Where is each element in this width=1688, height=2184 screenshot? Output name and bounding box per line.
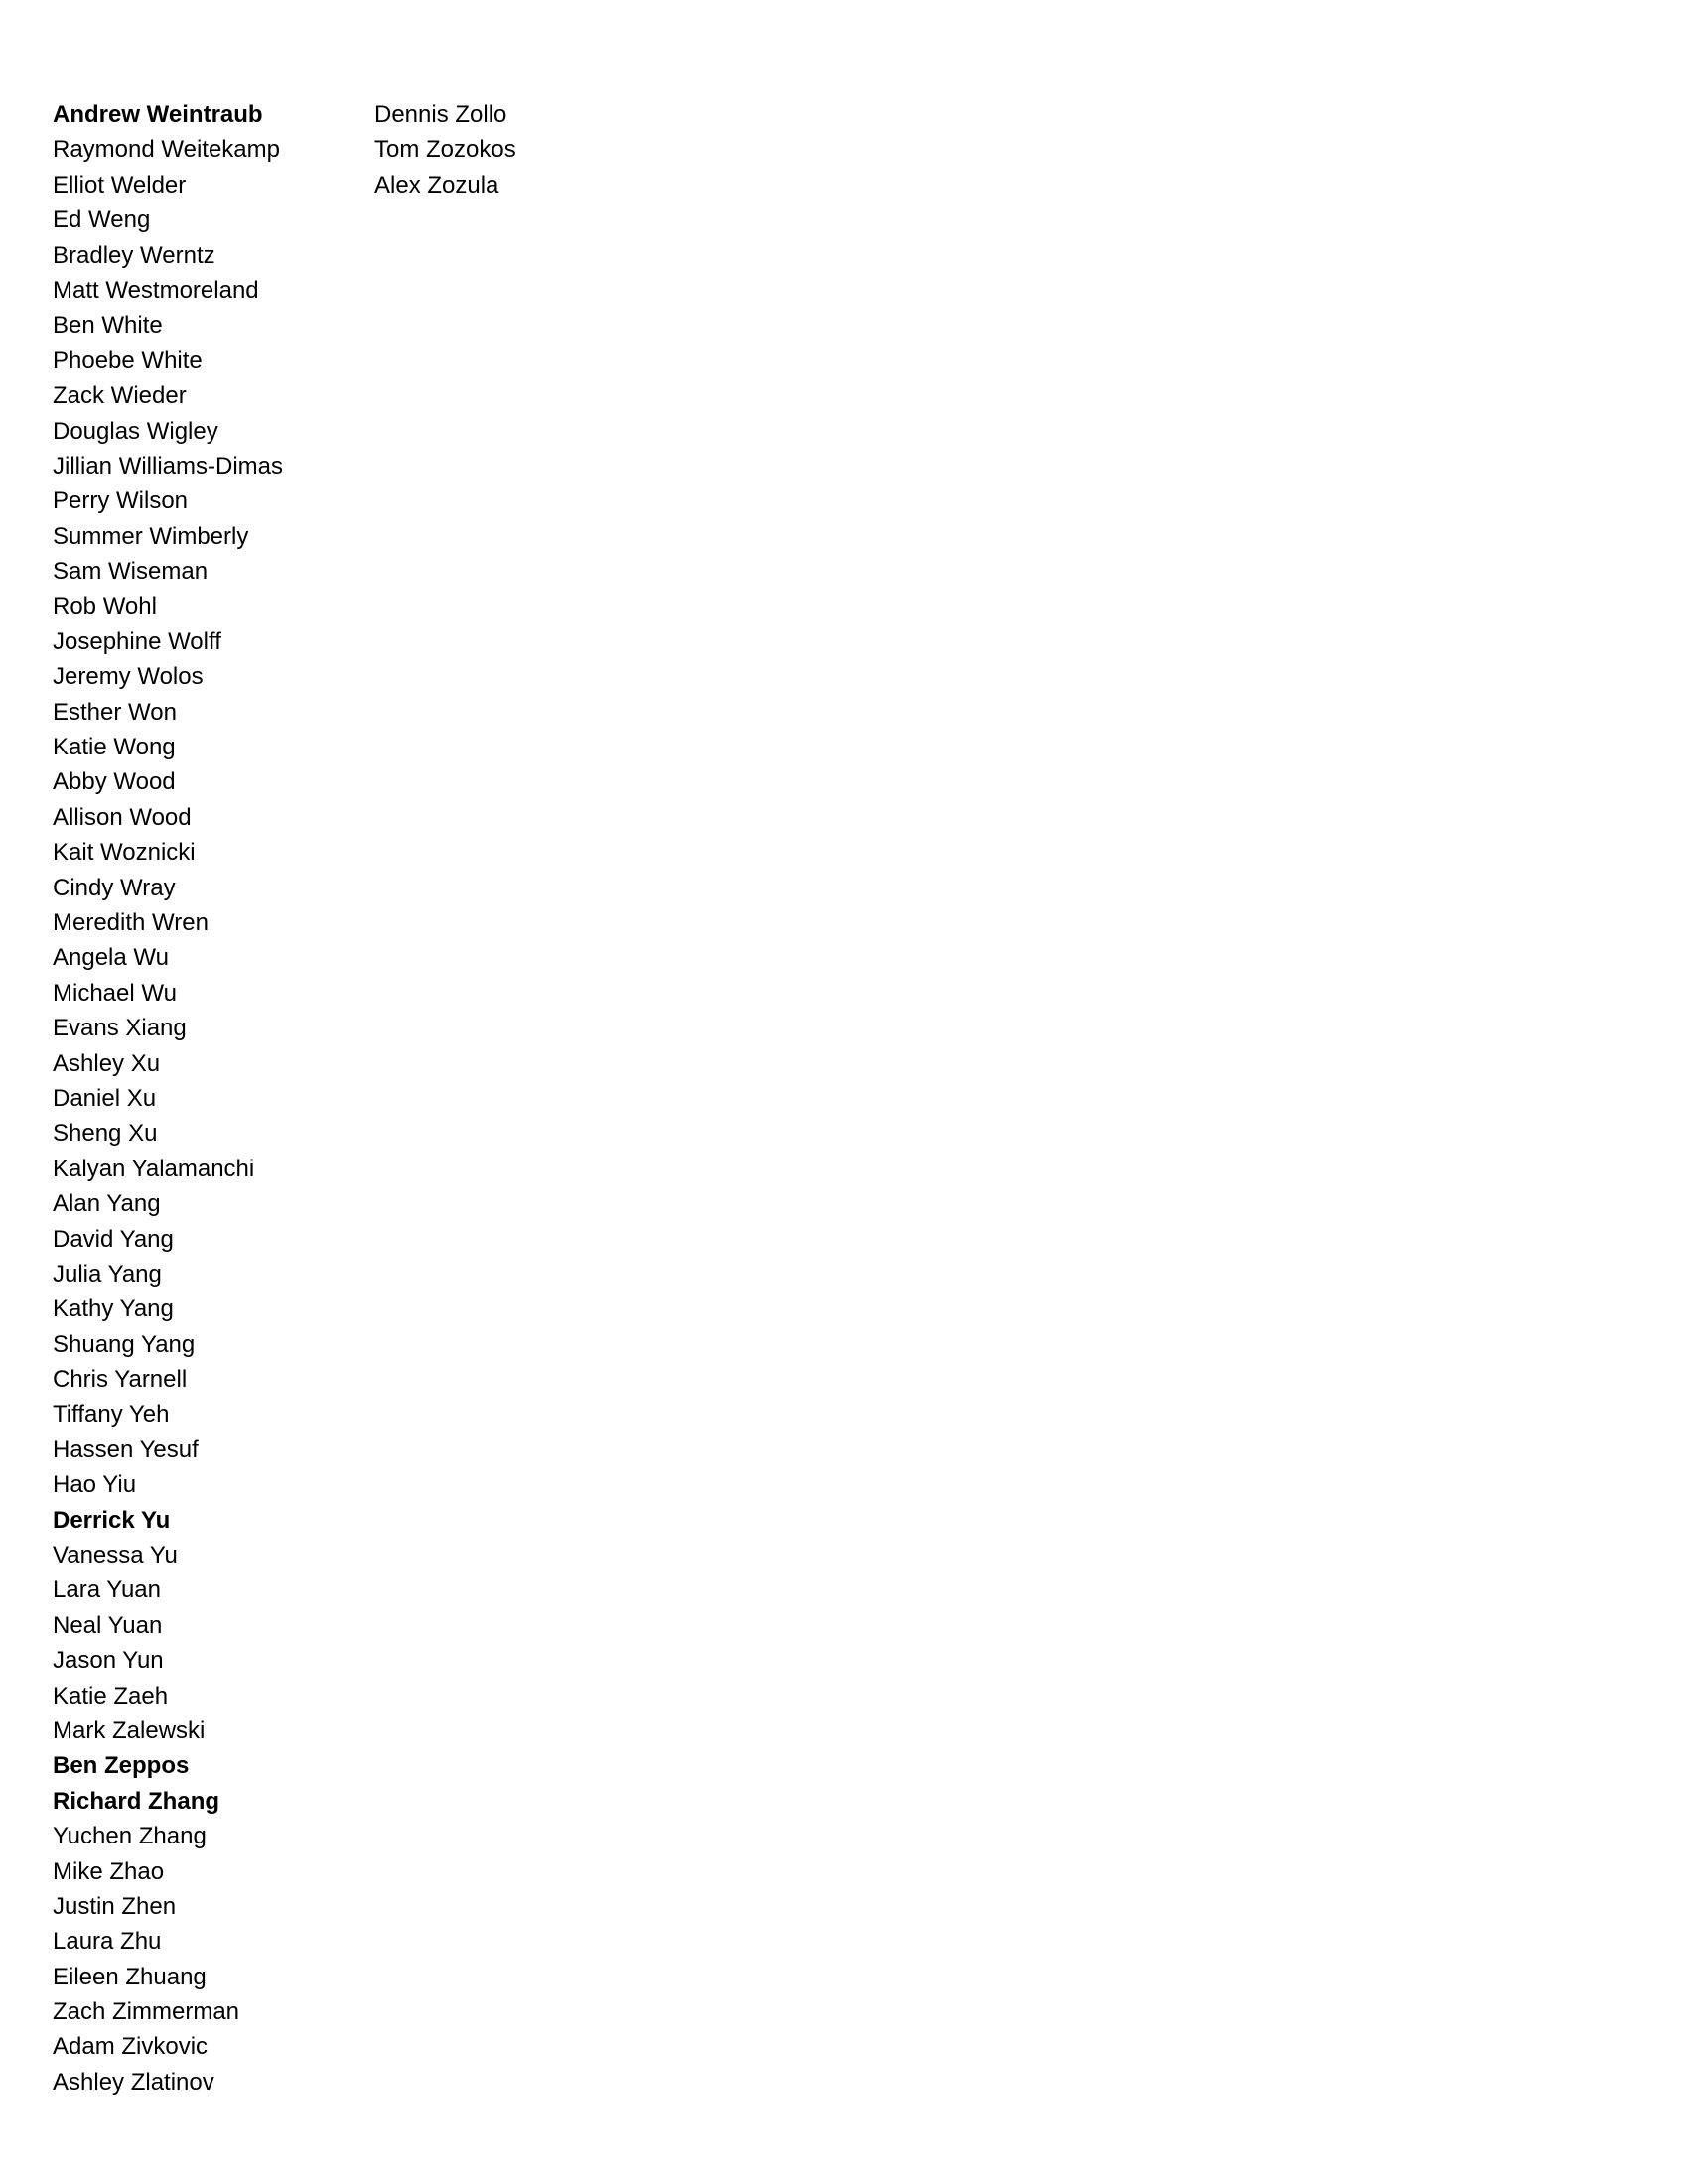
name-entry: Derrick Yu [53, 1506, 171, 1534]
name-entry: Elliot Welder [53, 171, 187, 199]
name-entry: Katie Wong [53, 734, 176, 761]
name-entry: Shuang Yang [53, 1330, 196, 1358]
name-entry: Michael Wu [53, 979, 177, 1007]
name-entry: Josephine Wolff [53, 627, 221, 655]
name-entry: Yuchen Zhang [53, 1823, 207, 1850]
name-entry: Richard Zhang [53, 1787, 220, 1815]
name-entry: Zack Wieder [53, 382, 187, 410]
name-entry: Angela Wu [53, 944, 169, 972]
name-entry: Laura Zhu [53, 1928, 162, 1956]
name-entry: Tiffany Yeh [53, 1401, 170, 1429]
name-entry: Douglas Wigley [53, 417, 218, 445]
name-entry: Eileen Zhuang [53, 1963, 207, 1990]
name-entry: Bradley Werntz [53, 241, 215, 269]
name-entry: Cindy Wray [53, 874, 176, 901]
name-entry: Esther Won [53, 698, 177, 726]
name-column-2 [374, 97, 516, 203]
name-entry: Justin Zhen [53, 1892, 177, 1920]
name-entry: Raymond Weitekamp [53, 136, 280, 164]
name-entry: Mark Zalewski [53, 1716, 206, 1744]
name-entry: Neal Yuan [53, 1611, 163, 1639]
name-entry: Matt Westmoreland [53, 276, 259, 304]
name-entry: Kalyan Yalamanchi [53, 1155, 255, 1182]
name-column-1 [53, 97, 283, 2100]
name-entry: Hassen Yesuf [53, 1435, 199, 1463]
name-entry: Julia Yang [53, 1260, 162, 1288]
name-entry: Ashley Xu [53, 1049, 161, 1077]
name-entry: Tom Zozokos [374, 136, 516, 164]
name-entry: David Yang [53, 1225, 174, 1253]
name-entry: Rob Wohl [53, 593, 157, 620]
name-entry: Katie Zaeh [53, 1682, 169, 1709]
name-entry: Jeremy Wolos [53, 663, 204, 691]
name-entry: Daniel Xu [53, 1084, 157, 1112]
name-entry: Summer Wimberly [53, 522, 249, 550]
name-entry: Dennis Zollo [374, 101, 507, 128]
name-entry: Meredith Wren [53, 908, 209, 936]
name-entry: Kathy Yang [53, 1296, 174, 1323]
name-entry: Sheng Xu [53, 1120, 158, 1148]
name-entry: Abby Wood [53, 768, 176, 796]
name-entry: Ben White [53, 312, 163, 340]
name-entry: Hao Yiu [53, 1471, 137, 1499]
name-entry: Adam Zivkovic [53, 2033, 209, 2061]
name-entry: Ed Weng [53, 206, 151, 234]
name-entry: Chris Yarnell [53, 1366, 188, 1394]
name-entry: Perry Wilson [53, 487, 189, 515]
name-entry: Andrew Weintraub [53, 101, 263, 128]
name-entry: Alan Yang [53, 1190, 161, 1218]
name-entry: Kait Woznicki [53, 839, 196, 867]
name-entry: Phoebe White [53, 346, 203, 374]
name-entry: Evans Xiang [53, 1015, 187, 1042]
name-entry: Ashley Zlatinov [53, 2068, 214, 2096]
name-entry: Jillian Williams-Dimas [53, 452, 284, 479]
name-entry: Lara Yuan [53, 1576, 161, 1604]
name-entry: Mike Zhao [53, 1857, 165, 1885]
name-entry: Jason Yun [53, 1647, 164, 1675]
name-entry: Allison Wood [53, 803, 192, 831]
name-entry: Vanessa Yu [53, 1542, 178, 1570]
name-entry: Zach Zimmerman [53, 1998, 240, 2026]
name-entry: Ben Zeppos [53, 1752, 190, 1780]
name-entry: Sam Wiseman [53, 558, 209, 586]
name-entry: Alex Zozula [374, 171, 499, 199]
